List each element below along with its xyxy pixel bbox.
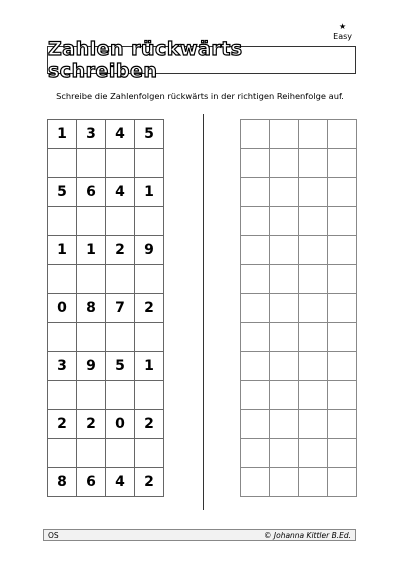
number-cell (48, 207, 77, 236)
number-cell (135, 207, 164, 236)
answer-cell[interactable] (299, 439, 328, 468)
number-cell: 4 (106, 120, 135, 149)
number-cell: 1 (135, 352, 164, 381)
answer-cell[interactable] (270, 294, 299, 323)
number-cell (106, 323, 135, 352)
grid-row (48, 439, 164, 468)
answer-cell[interactable] (241, 149, 270, 178)
answer-cell[interactable] (328, 439, 357, 468)
answer-cell[interactable] (241, 352, 270, 381)
number-cell: 4 (106, 178, 135, 207)
grid-row (48, 178, 164, 207)
answer-cell[interactable] (270, 381, 299, 410)
number-cell (48, 381, 77, 410)
answer-cell[interactable] (270, 468, 299, 497)
answer-cell[interactable] (299, 265, 328, 294)
number-cell (135, 381, 164, 410)
number-cell: 4 (106, 468, 135, 497)
answer-cell[interactable] (328, 381, 357, 410)
grid-row (241, 120, 357, 149)
answer-cell[interactable] (328, 410, 357, 439)
answer-cell[interactable] (241, 178, 270, 207)
answer-cell[interactable] (299, 410, 328, 439)
answer-cell[interactable] (328, 352, 357, 381)
number-cell: 5 (106, 352, 135, 381)
answer-grid (240, 119, 357, 497)
grid-row (48, 468, 164, 497)
answer-cell[interactable] (328, 178, 357, 207)
answer-cell[interactable] (270, 410, 299, 439)
title-box (47, 38, 356, 82)
number-cell (106, 439, 135, 468)
number-cell: 3 (48, 352, 77, 381)
answer-cell[interactable] (328, 236, 357, 265)
number-cell: 1 (48, 120, 77, 149)
instruction-text: Schreibe die Zahlenfolgen rückwärts in der richtigen Reihenfolge auf. (56, 91, 344, 101)
answer-cell[interactable] (270, 236, 299, 265)
answer-cell[interactable] (328, 207, 357, 236)
answer-cell[interactable] (270, 120, 299, 149)
number-cell: 5 (48, 178, 77, 207)
answer-cell[interactable] (270, 265, 299, 294)
answer-cell[interactable] (328, 294, 357, 323)
grid-row (241, 207, 357, 236)
number-cell: 2 (135, 294, 164, 323)
page-title: Zahlen rückwärts schreiben (48, 38, 243, 82)
grid-row (241, 468, 357, 497)
answer-cell[interactable] (299, 178, 328, 207)
number-cell (48, 149, 77, 178)
answer-cell[interactable] (299, 352, 328, 381)
number-cell: 2 (48, 410, 77, 439)
number-cell: 0 (106, 410, 135, 439)
grid-row (241, 149, 357, 178)
difficulty-label: Easy (333, 32, 352, 41)
answer-cell[interactable] (270, 149, 299, 178)
answer-cell[interactable] (299, 381, 328, 410)
copyright-text: © Johanna Kittler B.Ed. (264, 530, 351, 540)
grid-row (241, 381, 357, 410)
number-cell (135, 265, 164, 294)
answer-cell[interactable] (270, 352, 299, 381)
answer-cell[interactable] (328, 468, 357, 497)
number-cell: 8 (48, 468, 77, 497)
answer-cell[interactable] (241, 294, 270, 323)
number-cell (77, 381, 106, 410)
grid-row (48, 352, 164, 381)
grid-row (48, 149, 164, 178)
answer-cell[interactable] (299, 120, 328, 149)
footer-bar (43, 529, 356, 541)
answer-cell[interactable] (328, 120, 357, 149)
answer-cell[interactable] (241, 468, 270, 497)
answer-cell[interactable] (299, 468, 328, 497)
grid-row (48, 265, 164, 294)
answer-cell[interactable] (270, 207, 299, 236)
number-cell (135, 149, 164, 178)
answer-cell[interactable] (299, 207, 328, 236)
answer-cell[interactable] (328, 323, 357, 352)
answer-cell[interactable] (270, 178, 299, 207)
number-cell: 6 (77, 178, 106, 207)
grid-row (48, 207, 164, 236)
grid-row (241, 323, 357, 352)
grid-row (48, 381, 164, 410)
number-cell: 2 (106, 236, 135, 265)
answer-cell[interactable] (241, 381, 270, 410)
number-cell (106, 149, 135, 178)
star-icon: ★ (338, 22, 347, 31)
grid-row (241, 410, 357, 439)
answer-cell[interactable] (328, 265, 357, 294)
answer-cell[interactable] (241, 120, 270, 149)
grid-row (241, 236, 357, 265)
number-cell (135, 323, 164, 352)
answer-cell[interactable] (241, 410, 270, 439)
number-cell (106, 265, 135, 294)
grid-row (48, 323, 164, 352)
grid-row (241, 352, 357, 381)
number-cell: 8 (77, 294, 106, 323)
number-cell (135, 439, 164, 468)
number-cell: 9 (77, 352, 106, 381)
number-cell: 2 (77, 410, 106, 439)
grid-row (48, 410, 164, 439)
answer-cell[interactable] (270, 323, 299, 352)
number-cell: 1 (77, 236, 106, 265)
column-divider (203, 114, 204, 510)
number-cell: 2 (135, 410, 164, 439)
number-sequence-grid (47, 119, 164, 497)
answer-cell[interactable] (299, 294, 328, 323)
number-cell: 5 (135, 120, 164, 149)
grid-row (48, 120, 164, 149)
answer-cell[interactable] (241, 439, 270, 468)
number-cell: 3 (77, 120, 106, 149)
answer-cell[interactable] (241, 323, 270, 352)
number-cell (48, 439, 77, 468)
answer-cell[interactable] (241, 236, 270, 265)
answer-cell[interactable] (241, 207, 270, 236)
grid-row (241, 265, 357, 294)
answer-cell[interactable] (299, 149, 328, 178)
number-cell: 7 (106, 294, 135, 323)
grid-row (241, 294, 357, 323)
answer-cell[interactable] (270, 439, 299, 468)
number-cell: 1 (135, 178, 164, 207)
number-cell (48, 265, 77, 294)
number-cell (106, 381, 135, 410)
number-cell (77, 323, 106, 352)
grid-row (48, 236, 164, 265)
number-cell: 1 (48, 236, 77, 265)
number-cell: 9 (135, 236, 164, 265)
number-cell (48, 323, 77, 352)
footer-left-text: OS (48, 530, 59, 540)
number-cell (77, 439, 106, 468)
number-cell (77, 149, 106, 178)
number-cell: 2 (135, 468, 164, 497)
grid-row (241, 439, 357, 468)
number-cell: 0 (48, 294, 77, 323)
grid-row (48, 294, 164, 323)
answer-cell[interactable] (299, 236, 328, 265)
number-cell (77, 265, 106, 294)
answer-cell[interactable] (241, 265, 270, 294)
number-cell: 6 (77, 468, 106, 497)
grid-row (241, 178, 357, 207)
answer-cell[interactable] (328, 149, 357, 178)
answer-cell[interactable] (299, 323, 328, 352)
number-cell (106, 207, 135, 236)
number-cell (77, 207, 106, 236)
